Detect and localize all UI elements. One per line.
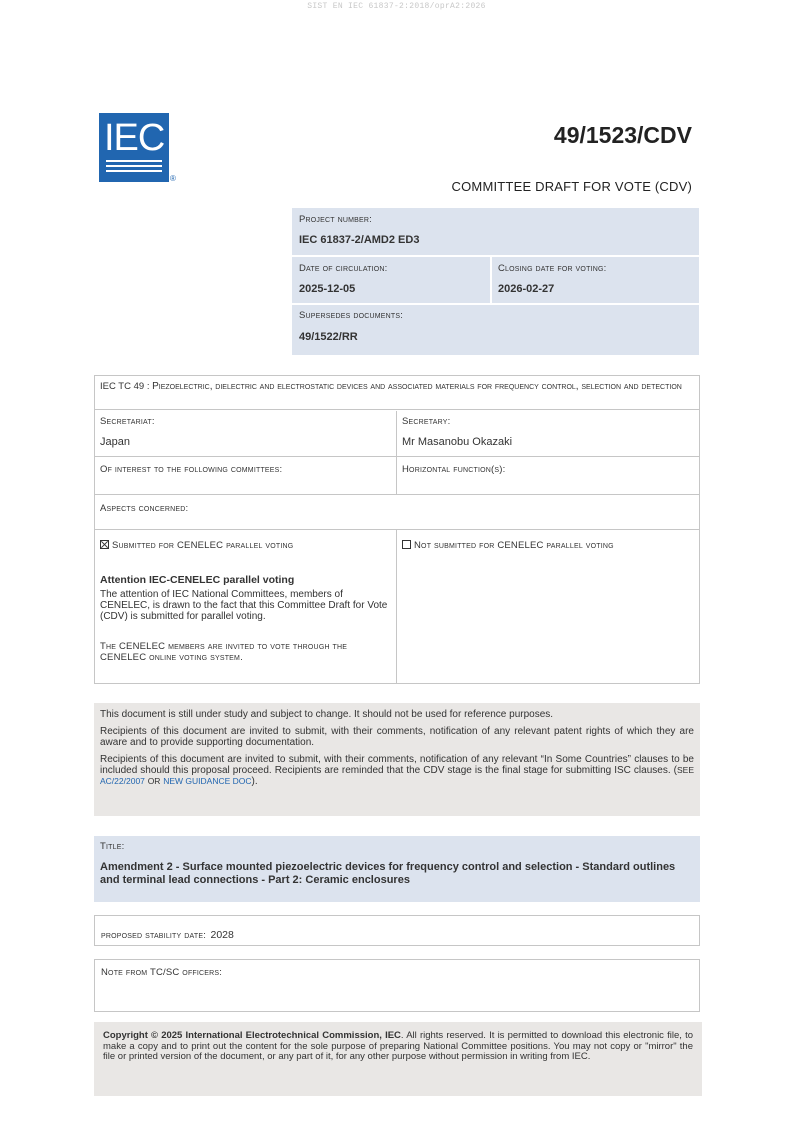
notice-paragraph-2: Recipients of this document are invited to submit, with their comments, notification of any relevant patent rights of which they are aware and to provide supporting documentation. [100, 726, 694, 748]
secretary-cell [397, 411, 699, 457]
tc-prefix: IEC TC 49 : [100, 381, 153, 392]
project-number-block [292, 208, 699, 255]
stability-label: proposed stability date: [101, 930, 207, 941]
stability-value: 2028 [210, 929, 234, 941]
horizontal-label: Horizontal function(s): [402, 464, 506, 475]
iec-logo [99, 113, 169, 182]
registered-mark: ® [170, 174, 176, 183]
tc-row [95, 376, 699, 410]
new-guidance-doc-link[interactable]: NEW GUIDANCE DOC [163, 776, 252, 786]
title-block [94, 836, 700, 902]
officers-note-box [94, 959, 700, 1012]
see-text: SEE [676, 765, 694, 775]
notice-paragraph-3 [100, 754, 694, 787]
cenelec-not-submitted-cell [397, 530, 699, 683]
logo-line [106, 165, 162, 167]
logo-text: IEC [104, 117, 165, 159]
closing-date-block [492, 257, 699, 303]
checked-checkbox-icon[interactable] [100, 540, 109, 549]
document-number: 49/1523/CDV [553, 122, 692, 148]
copyright-text [103, 1031, 693, 1063]
logo-line [106, 160, 162, 162]
copyright-block [94, 1022, 702, 1096]
notice-p3-text: Recipients of this document are invited to submit, with their comments, notification of any relevant “In Some Countries” clauses to be included should this proposal proceed. Recipients are reminded that the CDV stage is the final stage for submitting ISC clauses. ( [100, 754, 694, 776]
officers-note-label: Note from TC/SC officers: [101, 967, 223, 978]
circulation-date-value: 2025-12-05 [299, 283, 356, 295]
stability-date-box [94, 915, 700, 946]
notice-paragraph-1: This document is still under study and subject to change. It should not be used for reference purposes. [100, 709, 554, 720]
tc-name: Piezoelectric, dielectric and electrostatic devices and associated materials for frequency control, selection and detection [152, 381, 682, 392]
circulation-date-block [292, 257, 490, 303]
document-title: Amendment 2 - Surface mounted piezoelectric devices for frequency control and selection - Standard outlines and terminal lead connections - Part 2: Ceramic enclosures [100, 861, 676, 886]
secretary-label: Secretary: [402, 416, 451, 427]
or-text: OR [147, 776, 161, 786]
secretariat-value: Japan [100, 436, 130, 448]
unchecked-checkbox-icon[interactable] [402, 540, 411, 549]
supersedes-block [292, 305, 699, 355]
closing-date-value: 2026-02-27 [498, 283, 555, 295]
supersedes-label: Supersedes documents: [299, 310, 404, 321]
not-submitted-option[interactable] [402, 540, 694, 551]
secretariat-cell [95, 411, 397, 457]
horizontal-cell [397, 457, 699, 495]
committee-table [94, 375, 700, 684]
tc-title [100, 382, 694, 392]
copyright-rest: . All rights reserved. It is permitted to download this electronic file, to make a copy and to print out the content for the sole purpose of preparing National Committee positions. You may not copy or "mirror" the file or printed version of the document, or any part of it, for any other purpose without permission in writing from IEC. [103, 1030, 693, 1062]
secretary-value: Mr Masanobu Okazaki [402, 436, 513, 448]
copyright-holder: Copyright © 2025 International Electrotechnical Commission, IEC [103, 1030, 401, 1041]
interest-cell [95, 457, 397, 495]
watermark: SIST EN IEC 61837-2:2018/oprA2:2026 [307, 2, 486, 11]
document-type: COMMITTEE DRAFT FOR VOTE (CDV) [451, 179, 692, 194]
aspects-cell [95, 495, 699, 530]
members-note: The CENELEC members are invited to vote through the CENELEC online voting system. [100, 641, 348, 663]
aspects-label: Aspects concerned: [100, 503, 189, 514]
title-label: Title: [100, 841, 125, 852]
interest-label: Of interest to the following committees: [100, 464, 283, 475]
attention-body: The attention of IEC National Committees, members of CENELEC, is drawn to the fact that this Committee Draft for Vote (CDV) is submitted for parallel voting. [100, 589, 388, 622]
secretariat-label: Secretariat: [100, 416, 155, 427]
logo-line [106, 170, 162, 172]
ac-22-2007-link[interactable]: AC/22/2007 [100, 776, 145, 786]
project-number-value: IEC 61837-2/AMD2 ED3 [299, 234, 420, 246]
notice-close: ). [251, 776, 258, 787]
attention-title: Attention IEC-CENELEC parallel voting [100, 574, 295, 586]
notice-block [94, 703, 700, 816]
not-submitted-label: Not submitted for CENELEC parallel voting [414, 540, 614, 551]
submitted-option[interactable] [100, 540, 391, 551]
project-number-label: Project number: [299, 214, 372, 225]
submitted-label: Submitted for CENELEC parallel voting [112, 540, 294, 551]
supersedes-value: 49/1522/RR [299, 331, 358, 343]
closing-date-label: Closing date for voting: [498, 263, 607, 274]
cenelec-submitted-cell [95, 530, 397, 683]
circulation-date-label: Date of circulation: [299, 263, 388, 274]
